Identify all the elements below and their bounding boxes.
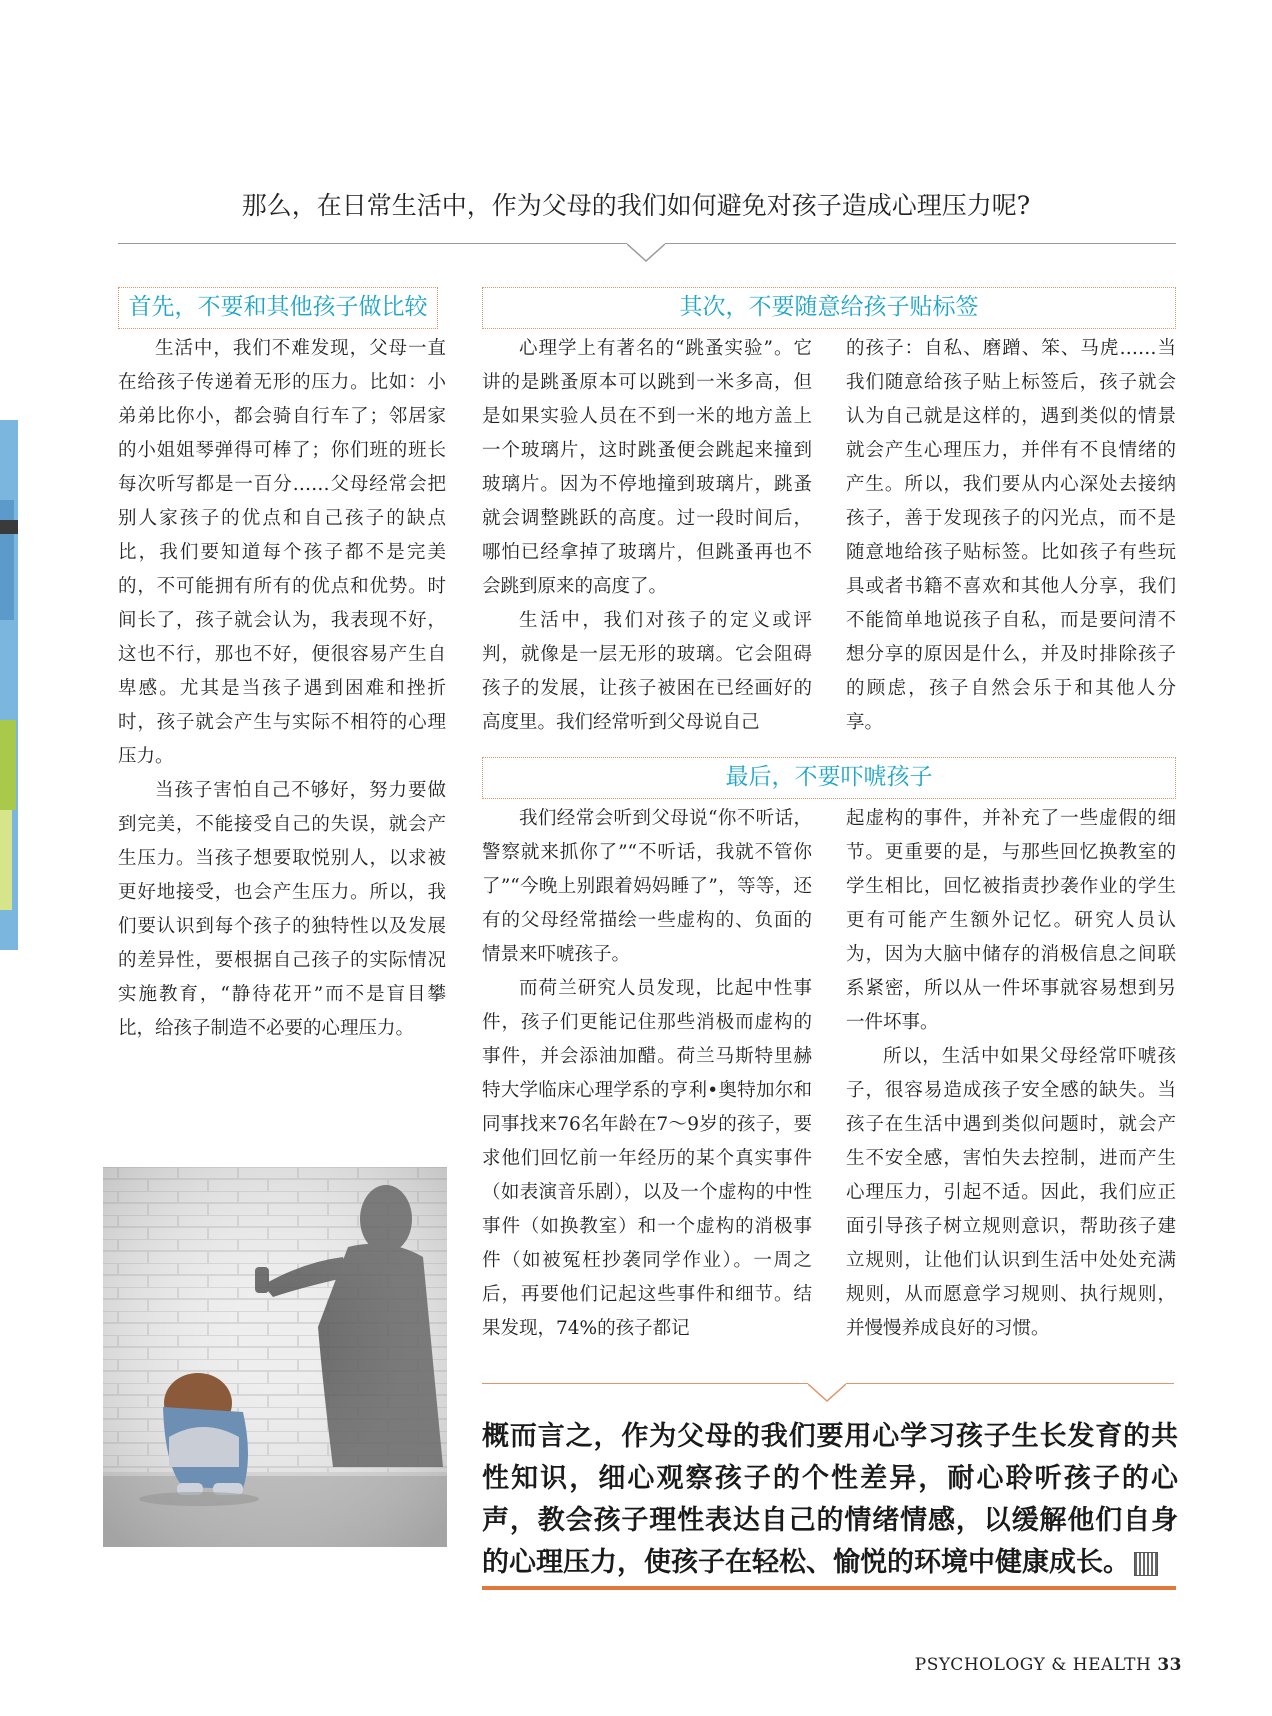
section-second-column-2 bbox=[846, 332, 1176, 740]
summary-bottom-rule bbox=[482, 1586, 1176, 1590]
section-last-column-1 bbox=[482, 802, 812, 1346]
page-number: 33 bbox=[1157, 1655, 1182, 1675]
section-last-paragraph-1: 我们经常会听到父母说“你不听话，警察就来抓你了”“不听话，我就不管你了”“今晚上别跟着妈妈睡了”，等等，还有的父母经常描绘一些虚构的、负面的情景来吓唬孩子。 bbox=[482, 808, 812, 965]
section-first-heading: 首先，不要和其他孩子做比较 bbox=[118, 287, 438, 329]
summary-divider-notch bbox=[808, 1383, 846, 1403]
left-edge-image-strip bbox=[0, 420, 18, 950]
intro-question: 那么，在日常生活中，作为父母的我们如何避免对孩子造成心理压力呢? bbox=[241, 191, 1031, 220]
magazine-name: PSYCHOLOGY & HEALTH bbox=[914, 1655, 1152, 1675]
section-first-body bbox=[118, 332, 446, 1046]
page-footer bbox=[915, 1655, 1182, 1675]
section-second-paragraph-3: 的孩子：自私、磨蹭、笨、马虎……当我们随意给孩子贴上标签后，孩子就会认为自己就是这样的，遇到类似的情景就会产生心理压力，并伴有不良情绪的产生。所以，我们要从内心深处去接纳孩子，善于发现孩子的闪光点，而不是随意地给孩子贴标签。比如孩子有些玩具或者书籍不喜欢和其他人分享，我们不能简单地说孩子自私，而是要问清不想分享的原因是什么，并及时排除孩子的顾虑，孩子自然会乐于和其他人分享。 bbox=[846, 338, 1176, 733]
section-last-paragraph-2: 而荷兰研究人员发现，比起中性事件，孩子们更能记住那些消极而虚构的事件，并会添油加醋。荷兰马斯特里赫特大学临床心理学系的亨利•奥特加尔和同事找来76名年龄在7～9岁的孩子，要求他们回忆前一年经历的某个真实事件（如表演音乐剧），以及一个虚构的中性事件（如换教室）和一个虚构的消极事件（如被冤枉抄袭同学作业）。一周之后，再要他们记起这些事件和细节。结果发现，74%的孩子都记 bbox=[482, 978, 812, 1339]
photo-child-shadow bbox=[103, 1167, 447, 1547]
summary-text: 概而言之，作为父母的我们要用心学习孩子生长发育的共性知识，细心观察孩子的个性差异，耐心聆听孩子的心声，教会孩子理性表达自己的情绪情感，以缓解他们自身的心理压力，使孩子在轻松、愉悦的环境中健康成长。 bbox=[482, 1421, 1178, 1578]
summary-paragraph bbox=[482, 1416, 1178, 1584]
end-seal-icon bbox=[1134, 1552, 1158, 1576]
section-first-paragraph-2: 当孩子害怕自己不够好，努力要做到完美，不能接受自己的失误，就会产生压力。当孩子想要取悦别人，以求被更好地接受，也会产生压力。所以，我们要认识到每个孩子的独特性以及发展的差异性，要根据自己孩子的实际情况实施教育，“静待花开”而不是盲目攀比，给孩子制造不必要的心理压力。 bbox=[118, 780, 446, 1039]
section-last-column-2 bbox=[846, 802, 1176, 1346]
section-first-paragraph-1: 生活中，我们不难发现，父母一直在给孩子传递着无形的压力。比如：小弟弟比你小，都会骑自行车了；邻居家的小姐姐琴弹得可棒了；你们班的班长每次听写都是一百分……父母经常会把别人家孩子的优点和自己孩子的缺点比，我们要知道每个孩子都不是完美的，不可能拥有所有的优点和优势。时间长了，孩子就会认为，我表现不好，这也不行，那也不好，便很容易产生自卑感。尤其是当孩子遇到困难和挫折时，孩子就会产生与实际不相符的心理压力。 bbox=[118, 338, 446, 767]
section-last-heading: 最后，不要吓唬孩子 bbox=[482, 757, 1176, 799]
top-divider-notch bbox=[627, 243, 665, 263]
section-second-column-1 bbox=[482, 332, 812, 740]
section-last-paragraph-4: 所以，生活中如果父母经常吓唬孩子，很容易造成孩子安全感的缺失。当孩子在生活中遇到类似问题时，就会产生不安全感，害怕失去控制，进而产生心理压力，引起不适。因此，我们应正面引导孩子树立规则意识，帮助孩子建立规则，让他们认识到生活中处处充满规则，从而愿意学习规则、执行规则，并慢慢养成良好的习惯。 bbox=[846, 1046, 1176, 1339]
section-last-paragraph-3: 起虚构的事件，并补充了一些虚假的细节。更重要的是，与那些回忆换教室的学生相比，回忆被指责抄袭作业的学生更有可能产生额外记忆。研究人员认为，因为大脑中储存的消极信息之间联系紧密，所以从一件坏事就容易想到另一件坏事。 bbox=[846, 808, 1176, 1033]
section-second-paragraph-2: 生活中，我们对孩子的定义或评判，就像是一层无形的玻璃。它会阻碍孩子的发展，让孩子被困在已经画好的高度里。我们经常听到父母说自己 bbox=[482, 610, 812, 733]
section-second-heading: 其次，不要随意给孩子贴标签 bbox=[482, 287, 1176, 329]
section-second-paragraph-1: 心理学上有著名的“跳蚤实验”。它讲的是跳蚤原本可以跳到一米多高，但是如果实验人员在不到一米的地方盖上一个玻璃片，这时跳蚤便会跳起来撞到玻璃片。因为不停地撞到玻璃片，跳蚤就会调整跳跃的高度。过一段时间后，哪怕已经拿掉了玻璃片，但跳蚤再也不会跳到原来的高度了。 bbox=[482, 338, 812, 597]
